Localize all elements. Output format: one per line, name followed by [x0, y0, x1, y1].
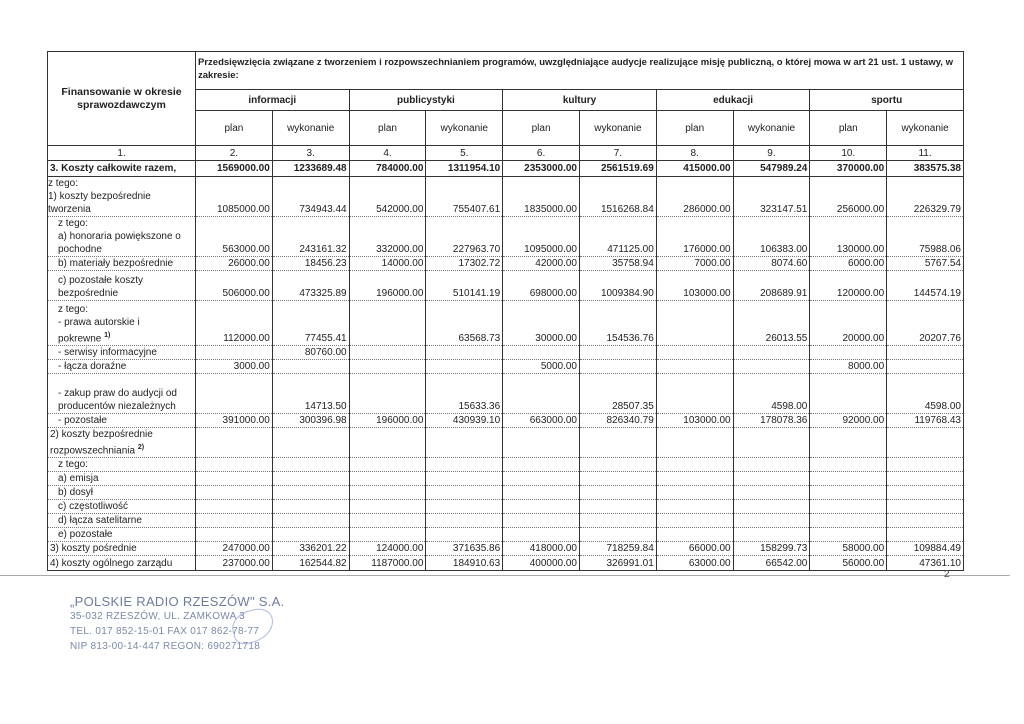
value-cell [349, 360, 426, 374]
stamp-nip-regon: NIP 813-00-14-447 REGON: 690271718 [70, 641, 261, 652]
table-row [48, 472, 964, 486]
value-cell [503, 346, 580, 360]
value-cell [579, 428, 656, 458]
column-number: 9. [733, 146, 810, 161]
value-cell [733, 528, 810, 542]
value-cell [656, 514, 733, 528]
row-label: - serwisy informacyjne [48, 346, 196, 360]
value-cell [733, 486, 810, 500]
stamp-company-name: „POLSKIE RADIO RZESZÓW" S.A. [70, 594, 285, 609]
table-row [48, 346, 964, 360]
value-cell: 26000.00 [196, 257, 273, 271]
value-cell [733, 428, 810, 458]
row-label: 3. Koszty całkowite razem, [48, 161, 196, 177]
value-cell [887, 514, 964, 528]
value-cell: 1311954.10 [426, 161, 503, 177]
category-sportu: sportu [810, 90, 964, 111]
plan-header: plan [656, 111, 733, 146]
value-cell: 196000.00 [349, 414, 426, 428]
value-cell [426, 472, 503, 486]
value-cell [810, 500, 887, 514]
value-cell [196, 428, 273, 458]
row-label: c) częstotliwość [48, 500, 196, 514]
value-cell [272, 428, 349, 458]
value-cell: 718259.84 [579, 542, 656, 556]
row-label: d) łącza satelitarne [48, 514, 196, 528]
table-row [48, 528, 964, 542]
value-cell: 247000.00 [196, 542, 273, 556]
value-cell [426, 500, 503, 514]
value-cell [887, 346, 964, 360]
wykonanie-header: wykonanie [272, 111, 349, 146]
row-label: 4) koszty ogólnego zarządu [48, 556, 196, 571]
wykonanie-header: wykonanie [579, 111, 656, 146]
value-cell: 542000.00 [349, 177, 426, 217]
value-cell: 63568.73 [426, 301, 503, 346]
value-cell [656, 346, 733, 360]
value-cell [656, 428, 733, 458]
value-cell: 178078.36 [733, 414, 810, 428]
financial-table [47, 51, 964, 571]
value-cell [426, 360, 503, 374]
value-cell: 66000.00 [656, 542, 733, 556]
value-cell [503, 486, 580, 500]
column-number: 8. [656, 146, 733, 161]
value-cell [196, 374, 273, 414]
value-cell [272, 360, 349, 374]
value-cell: 755407.61 [426, 177, 503, 217]
value-cell: 26013.55 [733, 301, 810, 346]
value-cell: 336201.22 [272, 542, 349, 556]
value-cell: 154536.76 [579, 301, 656, 346]
table-row [48, 556, 964, 571]
value-cell: 42000.00 [503, 257, 580, 271]
value-cell [810, 514, 887, 528]
value-cell [349, 486, 426, 500]
value-cell: 323147.51 [733, 177, 810, 217]
value-cell: 473325.89 [272, 271, 349, 301]
table-row [48, 486, 964, 500]
value-cell [272, 500, 349, 514]
value-cell: 784000.00 [349, 161, 426, 177]
value-cell [349, 374, 426, 414]
value-cell: 370000.00 [810, 161, 887, 177]
value-cell: 1187000.00 [349, 556, 426, 571]
value-cell: 1085000.00 [196, 177, 273, 217]
plan-header: plan [810, 111, 887, 146]
value-cell [503, 374, 580, 414]
value-cell [196, 514, 273, 528]
value-cell: 5767.54 [887, 257, 964, 271]
value-cell: 510141.19 [426, 271, 503, 301]
value-cell [579, 360, 656, 374]
value-cell [579, 500, 656, 514]
value-cell [733, 360, 810, 374]
value-cell [733, 514, 810, 528]
column-number: 2. [196, 146, 273, 161]
value-cell [656, 374, 733, 414]
value-cell [579, 472, 656, 486]
value-cell [733, 500, 810, 514]
value-cell [656, 458, 733, 472]
value-cell: 1009384.90 [579, 271, 656, 301]
value-cell: 243161.32 [272, 217, 349, 257]
value-cell: 14713.50 [272, 374, 349, 414]
value-cell: 332000.00 [349, 217, 426, 257]
value-cell [503, 428, 580, 458]
row-label: - łącza doraźne [48, 360, 196, 374]
value-cell [272, 528, 349, 542]
row-label: z tego: - prawa autorskie i pokrewne $^{1)}$ [48, 301, 196, 346]
value-cell [426, 346, 503, 360]
value-cell: 4598.00 [733, 374, 810, 414]
value-cell [887, 500, 964, 514]
value-cell [579, 514, 656, 528]
value-cell: 18456.23 [272, 257, 349, 271]
value-cell [503, 472, 580, 486]
value-cell: 119768.43 [887, 414, 964, 428]
value-cell: 66542.00 [733, 556, 810, 571]
row-label: b) dosył [48, 486, 196, 500]
value-cell: 56000.00 [810, 556, 887, 571]
value-cell [810, 428, 887, 458]
row-label: - pozostałe [48, 414, 196, 428]
value-cell [810, 528, 887, 542]
row-label: b) materiały bezpośrednie [48, 257, 196, 271]
category-publicystyki: publicystyki [349, 90, 503, 111]
value-cell: 1516268.84 [579, 177, 656, 217]
value-cell: 227963.70 [426, 217, 503, 257]
value-cell: 109884.49 [887, 542, 964, 556]
column-number: 10. [810, 146, 887, 161]
value-cell [656, 486, 733, 500]
category-informacji: informacji [196, 90, 350, 111]
value-cell: 184910.63 [426, 556, 503, 571]
table-title: Przedsięwzięcia związane z tworzeniem i rozpowszechnianiem programów, uwzględniające audycje realizujące misję publiczną, o której mowa w art 21 ust. 1 ustawy, w zakresie: [196, 52, 964, 90]
value-cell [349, 528, 426, 542]
value-cell: 7000.00 [656, 257, 733, 271]
value-cell: 1233689.48 [272, 161, 349, 177]
value-cell [196, 346, 273, 360]
value-cell [426, 514, 503, 528]
row-label: z tego: a) honoraria powiększone o pochodne [48, 217, 196, 257]
value-cell [733, 472, 810, 486]
value-cell [349, 458, 426, 472]
value-cell: 28507.35 [579, 374, 656, 414]
category-edukacji: edukacji [656, 90, 810, 111]
column-number: 5. [426, 146, 503, 161]
value-cell: 383575.38 [887, 161, 964, 177]
value-cell: 506000.00 [196, 271, 273, 301]
value-cell [196, 472, 273, 486]
value-cell [196, 528, 273, 542]
value-cell: 418000.00 [503, 542, 580, 556]
value-cell [196, 486, 273, 500]
value-cell: 286000.00 [656, 177, 733, 217]
value-cell: 1095000.00 [503, 217, 580, 257]
value-cell: 2561519.69 [579, 161, 656, 177]
value-cell: 124000.00 [349, 542, 426, 556]
row-label: z tego: 1) koszty bezpośrednie tworzenia [48, 177, 196, 217]
value-cell: 130000.00 [810, 217, 887, 257]
row-label: a) emisja [48, 472, 196, 486]
column-number: 7. [579, 146, 656, 161]
value-cell: 663000.00 [503, 414, 580, 428]
value-cell: 103000.00 [656, 414, 733, 428]
value-cell: 5000.00 [503, 360, 580, 374]
value-cell: 35758.94 [579, 257, 656, 271]
value-cell [887, 458, 964, 472]
row-label: 2) koszty bezpośrednie rozpowszechniania $^{2)}$ [48, 428, 196, 458]
value-cell [272, 486, 349, 500]
wykonanie-header: wykonanie [733, 111, 810, 146]
value-cell [656, 472, 733, 486]
value-cell [272, 514, 349, 528]
table-row [48, 414, 964, 428]
value-cell: 8074.60 [733, 257, 810, 271]
value-cell: 826340.79 [579, 414, 656, 428]
value-cell: 30000.00 [503, 301, 580, 346]
stamp-phone-fax: TEL. 017 852-15-01 FAX 017 862-78-77 [70, 626, 260, 637]
value-cell: 106383.00 [733, 217, 810, 257]
value-cell: 237000.00 [196, 556, 273, 571]
wykonanie-header: wykonanie [426, 111, 503, 146]
value-cell [656, 301, 733, 346]
value-cell: 176000.00 [656, 217, 733, 257]
value-cell [810, 346, 887, 360]
value-cell: 6000.00 [810, 257, 887, 271]
value-cell: 563000.00 [196, 217, 273, 257]
table-row [48, 177, 964, 217]
value-cell: 734943.44 [272, 177, 349, 217]
value-cell [349, 428, 426, 458]
value-cell: 103000.00 [656, 271, 733, 301]
table-row [48, 360, 964, 374]
value-cell: 400000.00 [503, 556, 580, 571]
value-cell: 158299.73 [733, 542, 810, 556]
row-label: z tego: [48, 458, 196, 472]
value-cell [349, 301, 426, 346]
value-cell [656, 360, 733, 374]
row-label: 3) koszty pośrednie [48, 542, 196, 556]
plan-header: plan [196, 111, 273, 146]
table-row [48, 301, 964, 346]
value-cell: 8000.00 [810, 360, 887, 374]
value-cell [349, 500, 426, 514]
value-cell [887, 528, 964, 542]
value-cell [810, 472, 887, 486]
value-cell [503, 500, 580, 514]
value-cell: 3000.00 [196, 360, 273, 374]
column-number: 3. [272, 146, 349, 161]
financing-label: Finansowanie w okresie sprawozdawczym [48, 52, 196, 146]
value-cell: 226329.79 [887, 177, 964, 217]
value-cell [272, 458, 349, 472]
stamp-address: 35-032 RZESZÓW, UL. ZAMKOWA 3 [70, 611, 246, 622]
value-cell: 1569000.00 [196, 161, 273, 177]
value-cell [656, 528, 733, 542]
value-cell [810, 458, 887, 472]
value-cell [272, 472, 349, 486]
value-cell: 326991.01 [579, 556, 656, 571]
value-cell: 144574.19 [887, 271, 964, 301]
value-cell: 256000.00 [810, 177, 887, 217]
plan-header: plan [349, 111, 426, 146]
value-cell: 2353000.00 [503, 161, 580, 177]
table-row [48, 217, 964, 257]
value-cell: 63000.00 [656, 556, 733, 571]
value-cell: 1835000.00 [503, 177, 580, 217]
value-cell [426, 486, 503, 500]
table-row [48, 161, 964, 177]
value-cell: 20000.00 [810, 301, 887, 346]
value-cell [887, 472, 964, 486]
value-cell: 47361.10 [887, 556, 964, 571]
value-cell [349, 472, 426, 486]
value-cell: 4598.00 [887, 374, 964, 414]
value-cell [579, 528, 656, 542]
table-row [48, 257, 964, 271]
value-cell [579, 458, 656, 472]
value-cell: 120000.00 [810, 271, 887, 301]
table-row [48, 458, 964, 472]
table-row [48, 271, 964, 301]
column-number: 6. [503, 146, 580, 161]
value-cell: 300396.98 [272, 414, 349, 428]
table-row [48, 514, 964, 528]
row-label: - zakup praw do audycji od producentów niezależnych [48, 374, 196, 414]
value-cell [579, 346, 656, 360]
value-cell [810, 486, 887, 500]
value-cell [733, 458, 810, 472]
value-cell: 112000.00 [196, 301, 273, 346]
table-row [48, 500, 964, 514]
value-cell [656, 500, 733, 514]
value-cell [349, 346, 426, 360]
row-label: c) pozostałe koszty bezpośrednie [48, 271, 196, 301]
value-cell [579, 486, 656, 500]
page-number: 2 [944, 569, 950, 580]
value-cell: 77455.41 [272, 301, 349, 346]
value-cell: 75988.06 [887, 217, 964, 257]
value-cell: 371635.86 [426, 542, 503, 556]
value-cell [503, 514, 580, 528]
value-cell [426, 458, 503, 472]
value-cell: 391000.00 [196, 414, 273, 428]
value-cell [503, 528, 580, 542]
value-cell: 698000.00 [503, 271, 580, 301]
column-number: 11. [887, 146, 964, 161]
table-row [48, 542, 964, 556]
value-cell [349, 514, 426, 528]
row-label: e) pozostałe [48, 528, 196, 542]
value-cell: 58000.00 [810, 542, 887, 556]
value-cell [196, 500, 273, 514]
table-row [48, 428, 964, 458]
page-divider [0, 575, 1010, 576]
wykonanie-header: wykonanie [887, 111, 964, 146]
value-cell: 92000.00 [810, 414, 887, 428]
value-cell: 14000.00 [349, 257, 426, 271]
category-kultury: kultury [503, 90, 657, 111]
value-cell [426, 428, 503, 458]
value-cell [196, 458, 273, 472]
plan-header: plan [503, 111, 580, 146]
value-cell: 15633.36 [426, 374, 503, 414]
value-cell [887, 360, 964, 374]
value-cell [810, 374, 887, 414]
value-cell: 547989.24 [733, 161, 810, 177]
value-cell [887, 428, 964, 458]
value-cell: 162544.82 [272, 556, 349, 571]
value-cell [887, 486, 964, 500]
value-cell: 17302.72 [426, 257, 503, 271]
value-cell: 471125.00 [579, 217, 656, 257]
value-cell [733, 346, 810, 360]
value-cell: 430939.10 [426, 414, 503, 428]
table-row [48, 374, 964, 414]
value-cell: 415000.00 [656, 161, 733, 177]
value-cell [503, 458, 580, 472]
column-number: 1. [48, 146, 196, 161]
column-number: 4. [349, 146, 426, 161]
value-cell: 20207.76 [887, 301, 964, 346]
value-cell [426, 528, 503, 542]
value-cell: 196000.00 [349, 271, 426, 301]
value-cell: 208689.91 [733, 271, 810, 301]
value-cell: 80760.00 [272, 346, 349, 360]
